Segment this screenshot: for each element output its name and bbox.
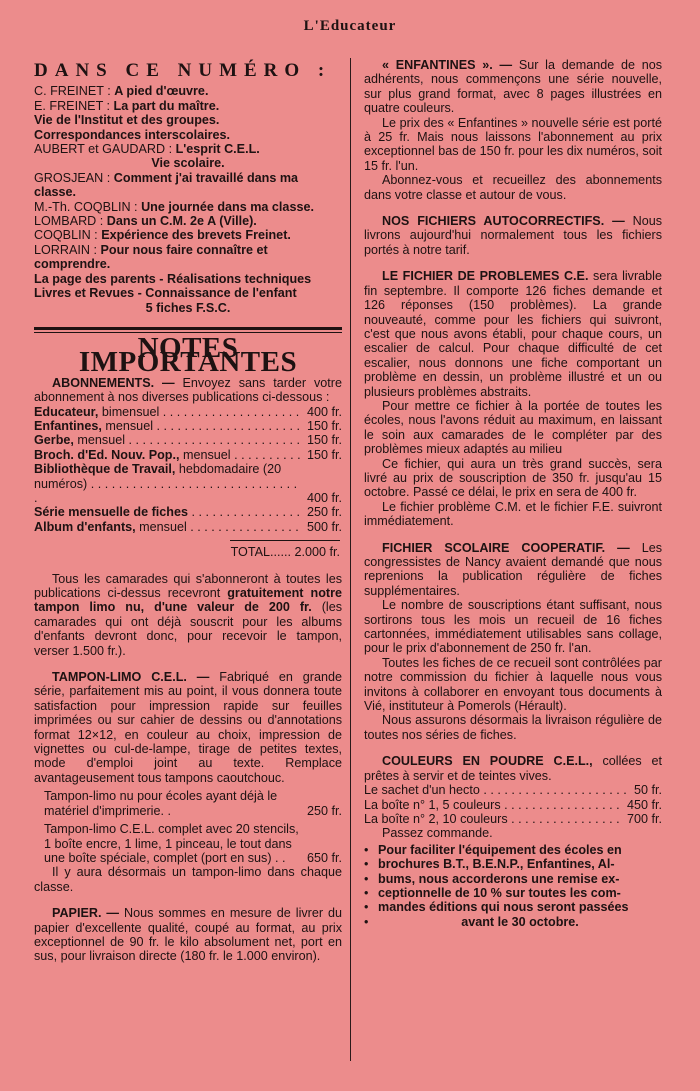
couleurs-price-list — [364, 783, 662, 826]
couleurs-paragraph — [364, 754, 662, 783]
price-label — [34, 505, 301, 519]
probleme-head: LE FICHIER DE PROBLEMES C.E. — [382, 269, 589, 284]
contents-title-text: Correspondances interscolaires. — [34, 127, 230, 142]
contents-item — [34, 142, 342, 156]
contents-item — [34, 156, 342, 170]
price-product: Série mensuelle de fiches — [34, 505, 188, 520]
price-product: Broch. d'Ed. Nouv. Pop., — [34, 447, 180, 462]
fichiers-paragraph — [364, 214, 662, 257]
bullet-icon: • — [364, 857, 369, 872]
bullet-icon: • — [364, 871, 369, 886]
tampon-desormais: Il y aura désormais un tampon-limo dans chaque classe. — [34, 865, 342, 894]
price-label — [34, 520, 301, 534]
contents-title-text: L'esprit C.E.L. — [175, 142, 260, 157]
remise-line — [364, 857, 662, 871]
contents-author: C. FREINET : — [34, 84, 111, 99]
remise-text: mandes éditions qui nous seront passées — [378, 900, 629, 915]
tampon-complet-line — [34, 822, 342, 865]
price-list — [34, 405, 342, 535]
total-line — [34, 545, 342, 559]
abonnements-head: ABONNEMENTS. — — [52, 375, 175, 390]
scolaire-paragraph — [364, 541, 662, 599]
price-detail: mensuel — [73, 433, 126, 448]
probleme-p2: Pour mettre ce fichier à la portée de toutes les écoles, nous l'avons réduit au maximum, en laissant le soin aux camarades de le compléter par des problèmes mieux adaptés au milieu — [364, 398, 662, 457]
remise-line — [364, 886, 662, 900]
contents-title-text: La part du maître. — [113, 98, 220, 113]
contents-item — [34, 113, 342, 127]
contents-title-text: A pied d'œuvre. — [114, 84, 209, 99]
enfantines-head: « ENFANTINES ». — — [382, 58, 513, 72]
contents-item — [34, 128, 342, 142]
tampon-complet-value: 650 fr. — [306, 850, 342, 865]
couleurs-price-label: La boîte n° 2, 10 couleurs . . . — [364, 812, 621, 826]
price-detail: bimensuel — [98, 404, 160, 419]
contents-title-text: Pour nous faire connaître et comprendre. — [34, 242, 268, 272]
price-product: Bibliothèque de Travail, — [34, 462, 176, 477]
couleurs-head: COULEURS EN POUDRE C.E.L., — [382, 754, 593, 769]
couleurs-price-label: La boîte n° 1, 5 couleurs . . . — [364, 798, 621, 812]
remise-line — [364, 900, 662, 914]
couleurs-price-row — [364, 783, 662, 797]
contents-item — [34, 171, 342, 200]
notes-title: NOTES IMPORTANTES — [78, 331, 298, 379]
scolaire-head: FICHIER SCOLAIRE COOPERATIF. — — [382, 540, 630, 555]
contents-author: AUBERT et GAUDARD : — [34, 142, 173, 157]
bullet-icon: • — [364, 900, 369, 915]
couleurs-price-row — [364, 812, 662, 826]
price-product: Educateur, — [34, 404, 99, 419]
price-label — [34, 433, 301, 447]
contents-author: LORRAIN : — [34, 242, 97, 257]
bullet-icon: • — [364, 885, 369, 900]
camarades-paragraph — [34, 572, 342, 658]
contents-title-text: Expérience des brevets Freinet. — [101, 228, 291, 243]
camarades-text-1: Tous les camarades qui s'abonneront à toutes les publications ci-dessus recevront — [34, 571, 342, 600]
remise-text: Pour faciliter l'équipement des écoles en — [378, 842, 622, 857]
tampon-complet-label: Tampon-limo C.E.L. complet avec 20 stencils, 1 boîte encre, 1 lime, 1 pinceau, le tout dans une boîte spéciale, complet (port en sus) . . — [44, 822, 299, 865]
price-label — [34, 448, 301, 462]
total-rule — [230, 540, 340, 541]
contents-title-text: Dans un C.M. 2e A (Ville). — [106, 214, 257, 229]
contents-item — [34, 228, 342, 242]
price-product: Enfantines, — [34, 418, 102, 433]
right-column — [364, 58, 662, 929]
remise-notice — [364, 843, 662, 929]
total-label: TOTAL...... — [230, 545, 291, 560]
abonnements-paragraph — [34, 376, 342, 405]
contents-author: LOMBARD : — [34, 214, 104, 229]
remise-line — [364, 843, 662, 857]
remise-text: brochures B.T., B.E.N.P., Enfantines, Al- — [378, 857, 615, 872]
price-detail: mensuel — [179, 447, 231, 462]
remise-line — [364, 915, 662, 929]
price-value: 400 fr. — [306, 490, 342, 505]
price-label — [34, 419, 301, 433]
papier-text: Nous sommes en mesure de livrer du papier d'excellente qualité, coupé au format, au prix exceptionnel de 90 fr. le kilo absolument net, port en sus, pour livraison directe (180 fr. le 1.000 environ). — [34, 906, 343, 964]
contents-title-text: Livres et Revues - Connaissance de l'enfant — [34, 286, 297, 301]
price-product: Gerbe, — [34, 433, 74, 448]
camarades-text-2: (les camarades qui ont déjà souscrit pour les albums d'enfants devront donc, pour recevoir le tampon, verser 1.500 fr.). — [34, 600, 343, 658]
probleme-p3: Ce fichier, qui aura un très grand succès, sera livré au prix de souscription de 350 fr. jusqu'au 15 octobre. Passé ce délai, le prix en sera de 400 fr. — [364, 456, 662, 500]
remise-text: ceptionnelle de 10 % sur toutes les com- — [378, 885, 621, 900]
price-detail: mensuel — [135, 519, 187, 534]
scolaire-p3: Toutes les fiches de ce recueil sont contrôlées par notre commission du fichier à laquelle nous vous invitons à collaborer en envoyant tous documents à Vié, instituteur à Pomerols (Hérault). — [364, 655, 662, 714]
camarades-bold: gratuitement notre tampon limo nu, d'une valeur de 200 fr. — [34, 586, 342, 615]
price-value: 250 fr. — [306, 505, 342, 520]
probleme-text: sera livrable fin septembre. Il comporte 126 fiches demande et 126 réponses (150 problèmes). La grande nouveauté, comme pour les fichiers qui suivront, c'est que nous avons établi, pour chaque cours, un escalier de calcul. Pour chaque difficulté de cet escalier, nous donnons une fiche comportant un problème en dessin, un problème illustré et un ou plusieurs problèmes abstraits. — [364, 269, 662, 399]
price-value: 500 fr. — [306, 519, 342, 534]
contents-title-text: Vie de l'Institut et des groupes. — [34, 113, 220, 128]
price-detail: mensuel — [101, 418, 153, 433]
price-row — [34, 520, 342, 534]
remise-text: bums, nous accorderons une remise ex- — [378, 871, 620, 886]
page-header: L'Educateur — [303, 18, 397, 34]
probleme-p4: Le fichier problème C.M. et le fichier F.E. suivront immédiatement. — [364, 499, 662, 529]
tampon-nu-line — [34, 789, 342, 818]
column-divider — [350, 58, 351, 1061]
enfantines-p3: Abonnez-vous et recueillez des abonnements dans votre classe et autour de vous. — [364, 173, 662, 202]
passez-commande: Passez commande. — [382, 826, 493, 841]
price-row — [34, 433, 342, 447]
contents-title-text: Une journée dans ma classe. — [141, 199, 314, 214]
couleurs-text: collées et prêtes à servir et de teintes vives. — [364, 754, 662, 783]
price-row — [34, 405, 342, 419]
remise-line — [364, 872, 662, 886]
scolaire-p2: Le nombre de souscriptions étant suffisant, nous sortirons tous les mois un recueil de 16 fiches cartonnées, immédiatement utilisables sans collage, pour le prix d'abonnement de 250 fr. l'an. — [364, 598, 662, 656]
abonnements-text: Envoyez sans tarder votre abonnement à nos diverses publications ci-dessous : — [34, 375, 342, 405]
contents-item — [34, 286, 342, 300]
price-value: 400 fr. — [306, 404, 342, 419]
contents-item — [34, 214, 342, 228]
probleme-paragraph — [364, 269, 662, 399]
tampon-text: Fabriqué en grande série, parfaitement mis au point, il vous donnera toute satisfaction pour impression rapide sur feuilles imprimées ou sur cahier de dessins ou d'annotations format 12×12, en couleur au choix, impression de vignettes ou cul-de-lampe, tirage de petites textes, mode d'emploi joint au texte. Remplace avantageusement tous tampons caoutchouc. — [34, 670, 342, 785]
couleurs-price-label: Le sachet d'un hecto . . . — [364, 783, 628, 797]
couleurs-price-value: 700 fr. — [626, 811, 662, 826]
price-detail: hebdomadaire (20 numéros) — [34, 462, 282, 491]
papier-paragraph — [34, 906, 342, 964]
tampon-nu-label: Tampon-limo nu pour écoles ayant déjà le matériel d'imprimerie. . — [44, 789, 278, 818]
enfantines-paragraph — [364, 58, 662, 116]
left-column — [34, 58, 342, 964]
bullet-icon: • — [364, 842, 369, 857]
contents-item — [34, 84, 342, 98]
contents-author: E. FREINET : — [34, 98, 111, 113]
tampon-nu-value: 250 fr. — [306, 803, 342, 818]
couleurs-price-value: 50 fr. — [633, 783, 662, 798]
price-label — [34, 462, 301, 505]
contents-title-text: Comment j'ai travaillé dans ma classe. — [34, 170, 299, 200]
enfantines-p2: Le prix des « Enfantines » nouvelle série est porté à 25 fr. Mais nous laissons l'abonnement au prix exceptionnel bas de 150 fr. pour les dix numéros, soit 15 fr. l'un. — [364, 115, 662, 173]
contents-title-text: Vie scolaire. — [151, 156, 225, 171]
price-product: Album d'enfants, — [34, 519, 136, 534]
couleurs-price-row — [364, 798, 662, 812]
contents-item — [34, 301, 342, 315]
contents-title-text: La page des parents - Réalisations techniques — [34, 271, 312, 286]
remise-text: avant le 30 octobre. — [461, 914, 579, 929]
price-value: 150 fr. — [306, 418, 342, 433]
papier-head: PAPIER. — — [52, 906, 120, 921]
contents-item — [34, 243, 342, 272]
price-row — [34, 505, 342, 519]
fichiers-head: NOS FICHIERS AUTOCORRECTIFS. — — [382, 214, 625, 229]
scolaire-p4: Nous assurons désormais la livraison régulière de toutes nos séries de fiches. — [364, 713, 662, 742]
contents-item — [34, 272, 342, 286]
price-value: 150 fr. — [306, 447, 342, 462]
contents-author: GROSJEAN : — [34, 170, 111, 185]
total-value: 2.000 fr. — [294, 545, 340, 560]
bullet-icon: • — [364, 914, 369, 929]
contents-author: M.-Th. COQBLIN : — [34, 199, 138, 214]
tampon-head: TAMPON-LIMO C.E.L. — — [52, 670, 210, 685]
scolaire-text: Les congressistes de Nancy avaient demandé que nous reprenions la publication régulière de fiches supplémentaires. — [364, 540, 663, 598]
price-row — [34, 419, 342, 433]
contents-title-text: 5 fiches F.S.C. — [145, 300, 231, 315]
price-label — [34, 405, 301, 419]
price-value: 150 fr. — [306, 433, 342, 448]
contents-title: DANS CE NUMÉRO : — [34, 60, 332, 81]
contents-author: COQBLIN : — [34, 228, 98, 243]
couleurs-price-value: 450 fr. — [626, 797, 662, 812]
price-row — [34, 462, 342, 505]
contents-item — [34, 99, 342, 113]
contents-item — [34, 200, 342, 214]
contents-list — [34, 84, 342, 315]
tampon-paragraph — [34, 670, 342, 785]
price-row — [34, 448, 342, 462]
fichiers-text: Nous livrons aujourd'hui normalement tous les fichiers portés à notre tarif. — [364, 214, 663, 257]
enfantines-text: Sur la demande de nos adhérents, nous commençons une série nouvelle, sur plus grand format, avec 8 pages illustrées en quatre couleurs. — [364, 58, 662, 116]
